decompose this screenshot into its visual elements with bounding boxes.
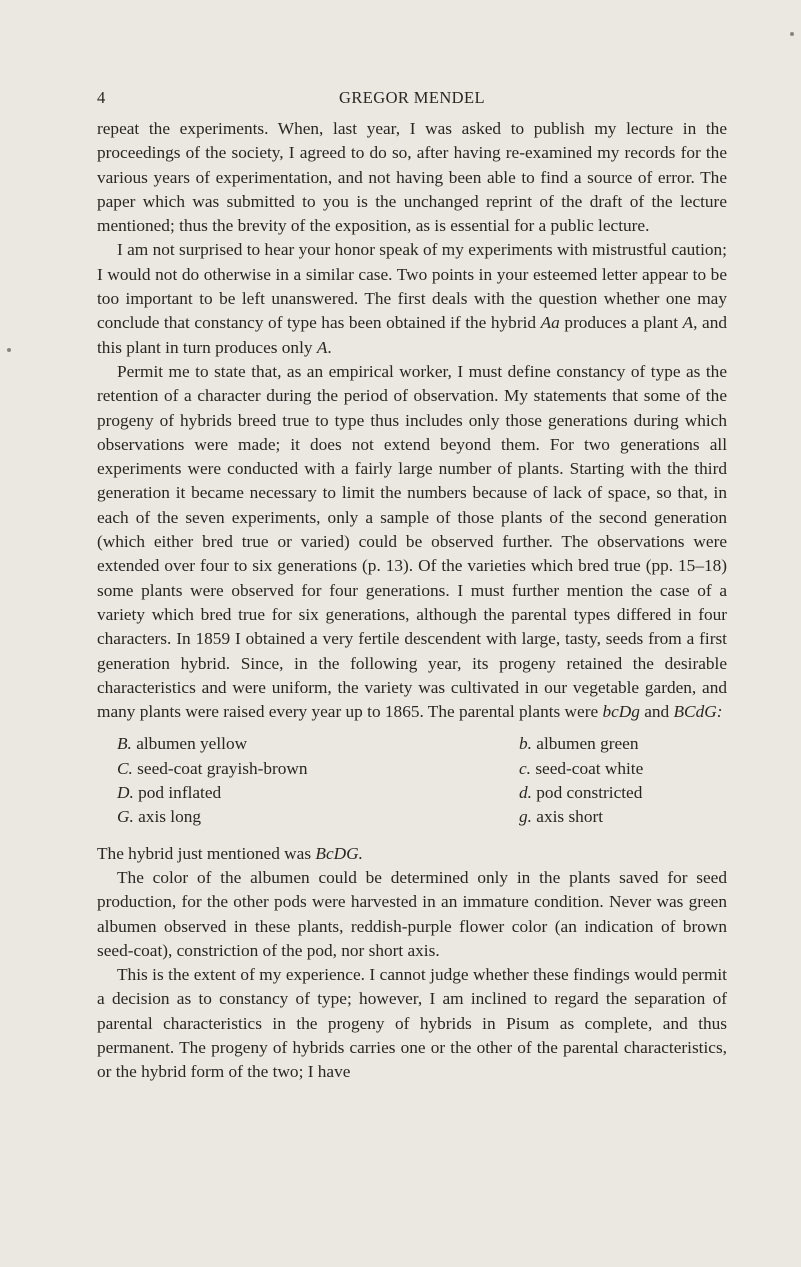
recessive-trait: c. seed-coat white [519,758,644,778]
paragraph [97,238,727,359]
text-run: , and this plant in turn produces only [97,313,727,357]
dominant-trait: C. seed-coat grayish-brown [117,758,308,778]
page-header [97,88,727,112]
text-run: produces a plant [559,313,683,333]
dominant-trait: D. pod inflated [117,783,222,803]
page-speck [7,348,11,352]
italic-formula: A [316,337,328,357]
italic-formula: Aa [540,313,560,333]
paragraph [97,842,727,866]
paragraph [97,360,727,724]
text-run: The hybrid just mentioned was [97,843,316,863]
page-speck [790,32,794,36]
recessive-trait: g. axis short [519,807,604,827]
paragraph: This is the extent of my experience. I cannot judge whether these findings would permit a decision as to constancy of type; however, I am inclined to regard the separation of parental characteristics in the progeny of hybrids in Pisum as complete, and thus permanent. The progeny of hybrids carries one or the other of the parental characteristics, or the hybrid form of the two; I have [97,965,727,1082]
trait-row [97,757,727,781]
text-run: Permit me to state that, as an empirical worker, I must define constancy of type as the retention of a character during the period of observation. My statements that some of the progeny of hybrids breed true to type thus includes only those generations during which observations were made; it does not extend beyond them. For two generations all experiments were conducted with a fairly large number of plants. Starting with the third generation it became necessary to limit the numbers because of lack of space, so that, in each of the seven experiments, only a sample of those plants of the second generation (which either bred true or varied) could be observed further. The observations were extended over four to six generations (p. 13). Of the varieties which bred true (pp. 15–18) some plants were observed for four generations. I must further mention the case of a variety which bred true for six generations, although the parental types differed in four characters. In 1859 I obtained a very fertile descendent with large, tasty, seeds from a first generation hybrid. Since, in the following year, its progeny retained the desirable characteristics and were uniform, the variety was cultivated in our vegetable garden, and many plants were raised every year up to 1865. The parental plants were [97,361,727,722]
recessive-trait: d. pod constricted [519,783,643,803]
trait-row [97,732,727,756]
dominant-trait: G. axis long [117,807,202,827]
italic-formula: BcDG. [315,843,363,863]
paragraph: The color of the albumen could be determined only in the plants saved for seed production, for the other pods were harvested in an immature condition. Never was green albumen observed in these plants, reddish-purple flower color (an indication of brown seed-coat), constriction of the pod, nor short axis. [97,867,727,960]
running-title: GREGOR MENDEL [339,88,485,107]
text-run: and [639,702,674,722]
page-number: 4 [97,88,106,107]
text-run: I am not surprised to hear your honor speak of my experiments with mistrustful caution; I would not do otherwise in a similar case. Two points in your esteemed letter appear to be too important to be left unanswered. The first deals with the question whether one may conclude that constancy of type has been obtained if the hybrid [97,240,727,333]
dominant-trait: B. albumen yellow [117,734,248,754]
italic-formula: BCdG: [673,702,723,722]
body-text [97,117,727,1085]
trait-row [97,805,727,829]
trait-row [97,781,727,805]
recessive-trait: b. albumen green [519,734,639,754]
text-run: . [327,337,332,357]
italic-formula: bcDg [602,702,640,722]
paragraph: repeat the experiments. When, last year, I was asked to publish my lecture in the proceedings of the society, I agreed to do so, after having re-examined my records for the various years of experimentation, and not having been able to find a source of error. The paper which was submitted to you is the unchanged reprint of the draft of the lecture mentioned; thus the brevity of the exposition, as is essential for a public lecture. [97,119,727,236]
italic-formula: A [682,313,694,333]
trait-table [97,732,727,829]
